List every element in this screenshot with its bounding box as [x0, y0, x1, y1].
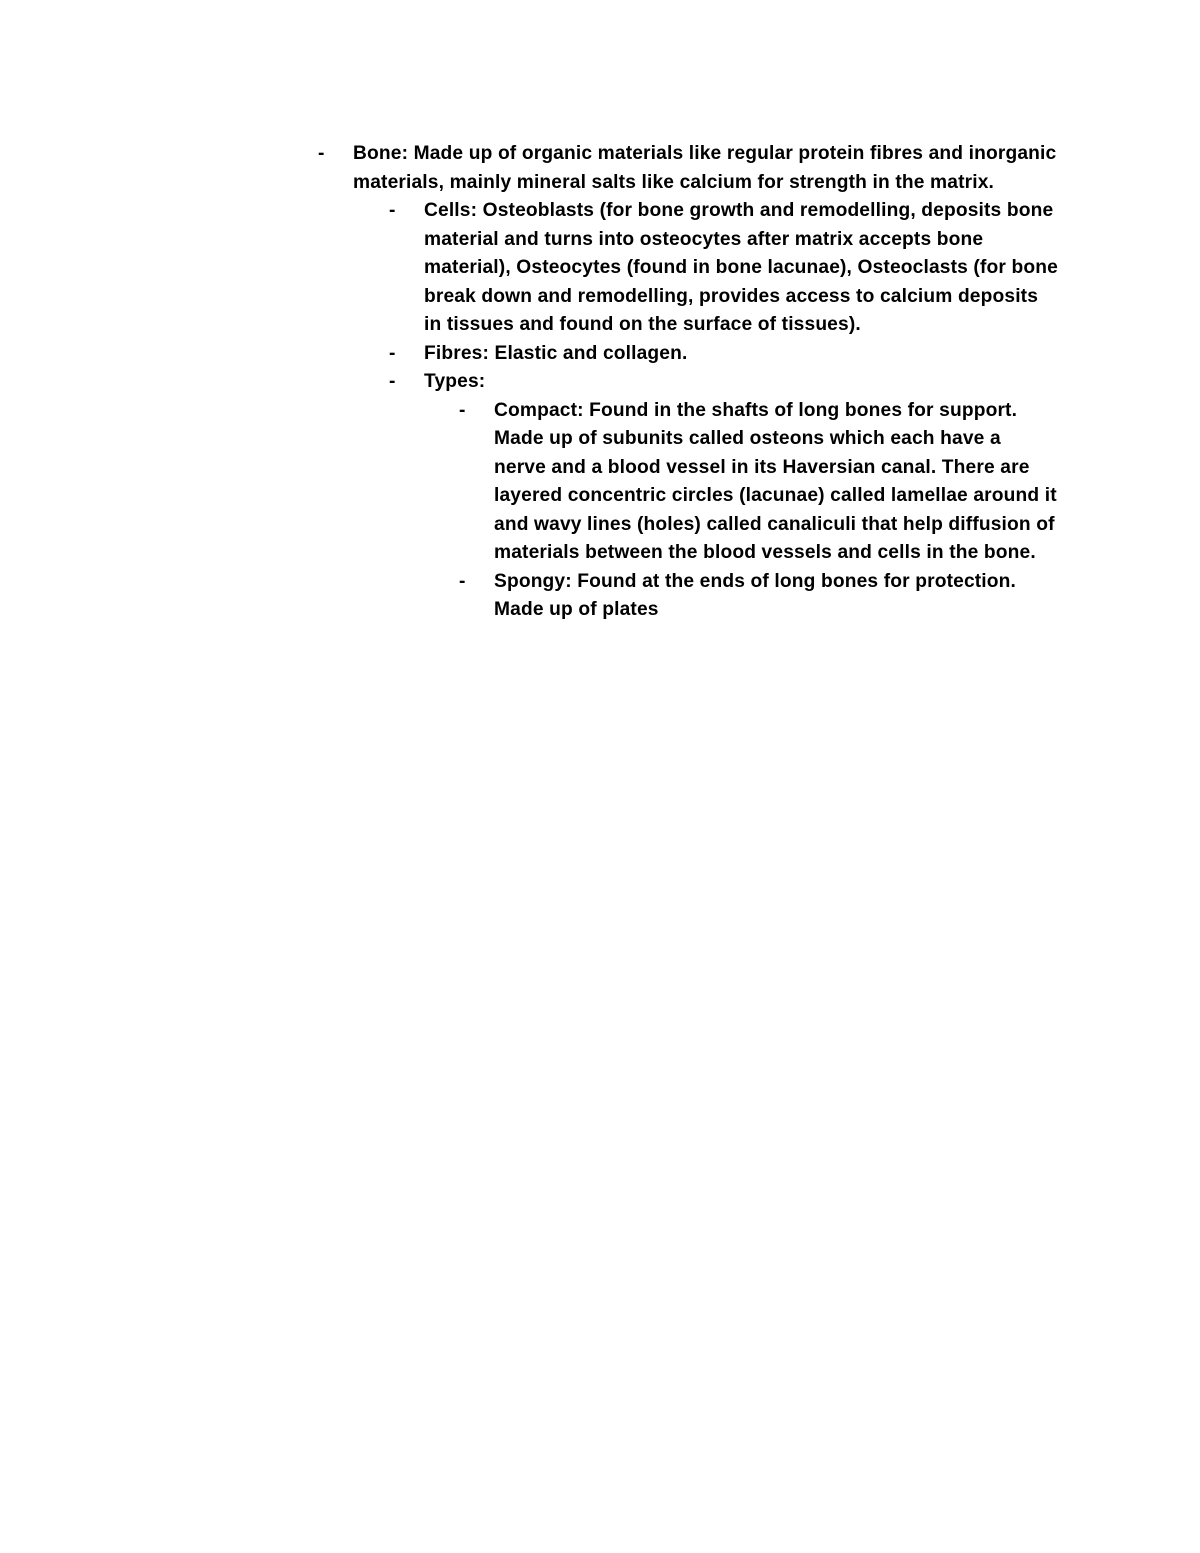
- bullet-compact: [459, 397, 1058, 568]
- bullet-dash: -: [459, 399, 466, 421]
- bullet-notes: [318, 140, 1058, 625]
- bullet-text-cells: Cells: Osteoblasts (for bone growth and remodelling, deposits bone material and turns into osteocytes after matrix accepts bone material), Osteocytes (found in bone lacunae), Osteoclasts (for bone break down and remodelling, provides access to calcium deposits in tissues and found on the surface of tissues).: [424, 200, 1058, 335]
- bullet-dash: -: [459, 570, 466, 592]
- bullet-cells: [389, 197, 1058, 340]
- bullet-text-spongy: Spongy: Found at the ends of long bones for protection. Made up of plates: [494, 570, 1017, 620]
- bullet-spongy: [459, 568, 1058, 625]
- bullet-dash: -: [389, 371, 396, 392]
- bullet-text-fibres: Fibres: Elastic and collagen.: [424, 342, 688, 364]
- bullet-text-bone: Bone: Made up of organic materials like regular protein fibres and inorganic materials, mainly mineral salts like calcium for strength in the matrix.: [353, 143, 1057, 193]
- bullet-types: [389, 368, 1058, 397]
- bullet-dash: -: [389, 200, 396, 221]
- bullet-dash: -: [318, 143, 325, 164]
- bullet-text-compact: Compact: Found in the shafts of long bones for support. Made up of subunits called osteons which each have a nerve and a blood vessel in its Haversian canal. There are layered concentric circles (lacunae) called lamellae around it and wavy lines (holes) called canaliculi that help diffusion of materials between the blood vessels and cells in the bone.: [494, 399, 1057, 563]
- bullet-text-types: Types:: [424, 371, 486, 392]
- bullet-fibres: [389, 340, 1058, 369]
- bullet-dash: -: [389, 342, 396, 364]
- bullet-bone: [318, 140, 1058, 197]
